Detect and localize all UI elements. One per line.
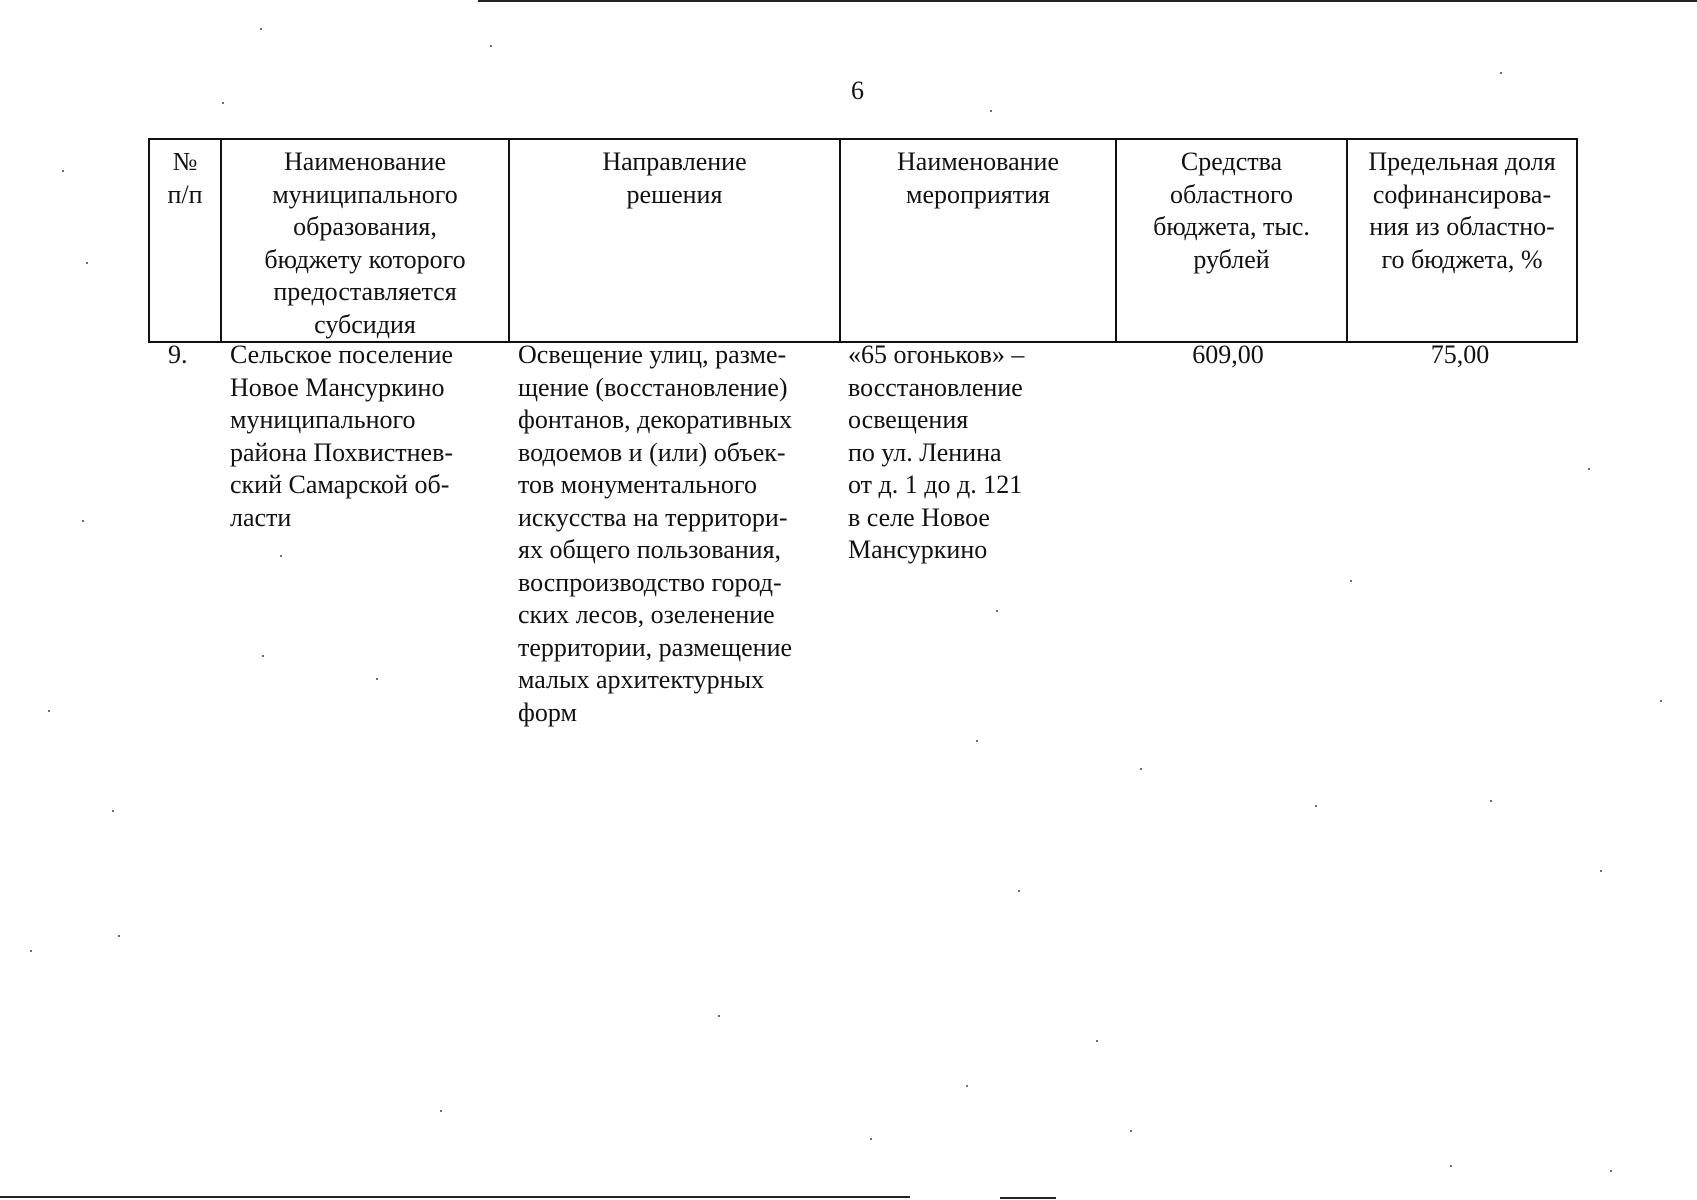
row-max-share: 75,00 xyxy=(1430,340,1490,369)
page-number: 6 xyxy=(851,76,864,105)
header-cell-max-share: Предельная доля софинансирова- ния из областно- го бюджета, % xyxy=(1347,139,1577,342)
bottom-scan-line-left xyxy=(0,1196,910,1198)
row-municipality: Сельское поселение Новое Мансуркино муниципального района Похвистнев- ский Самарской об- ласти xyxy=(230,340,454,532)
row-regional-funds: 609,00 xyxy=(1192,340,1264,369)
header-cell-municipality: Наименование муниципального образования, бюджету которого предоставляется субсидия xyxy=(221,139,509,342)
header-row xyxy=(149,139,1577,342)
row-event: «65 огоньков» – восстановление освещения по ул. Ленина от д. 1 до д. 121 в селе Новое Мансуркино xyxy=(848,340,1025,564)
header-cell-event: Наименование мероприятия xyxy=(840,139,1116,342)
header-cell-regional-funds: Средства областного бюджета, тыс. рублей xyxy=(1116,139,1347,342)
table-header xyxy=(148,138,1578,343)
row-number: 9. xyxy=(168,340,188,369)
header-cell-number: № п/п xyxy=(149,139,221,342)
header-cell-direction: Направление решения xyxy=(509,139,840,342)
bottom-scan-line-right xyxy=(1000,1197,1056,1199)
top-scan-line xyxy=(478,0,1697,2)
row-direction: Освещение улиц, разме- щение (восстановление) фонтанов, декоративных водоемов и (или) объек- тов монументального искусства на территори- ях общего пользования, воспроизводство город- ских лесов, озеленение территории, размещение малых архитектурных форм xyxy=(518,340,793,727)
